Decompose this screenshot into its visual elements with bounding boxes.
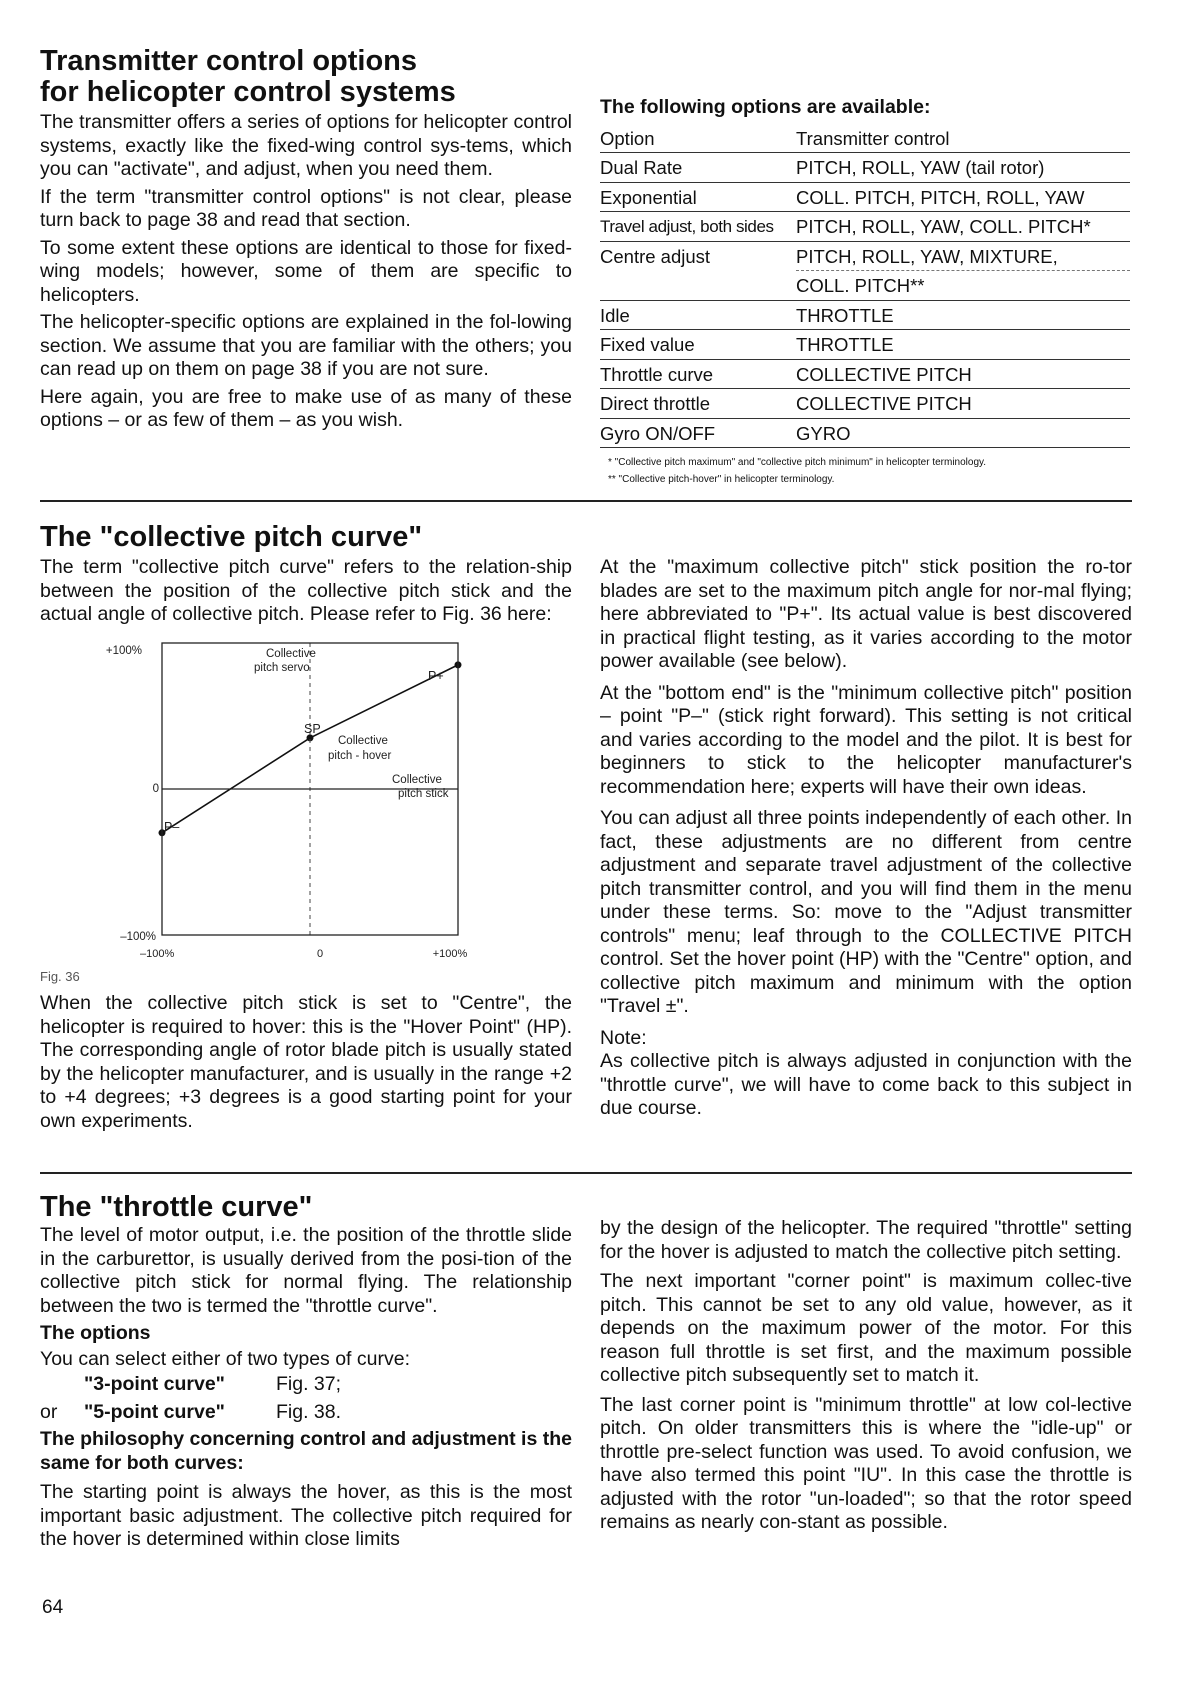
option2-fig: Fig. 38. bbox=[276, 1400, 342, 1423]
section3-right bbox=[600, 1217, 1132, 1539]
table-cell: PITCH, ROLL, YAW, MIXTURE, bbox=[796, 241, 1130, 271]
table-cell: Dual Rate bbox=[600, 153, 796, 183]
table-cell: Gyro ON/OFF bbox=[600, 418, 796, 448]
figure-36 bbox=[40, 635, 572, 965]
section-divider bbox=[40, 1172, 1132, 1174]
point-label-pminus: P– bbox=[164, 819, 180, 834]
label-stick-1: Collective bbox=[392, 773, 442, 786]
table-cell: PITCH, ROLL, YAW, COLL. PITCH* bbox=[796, 212, 1130, 242]
table-cell: Exponential bbox=[600, 182, 796, 212]
options-table-heading: The following options are available: bbox=[600, 96, 931, 118]
section2-paragraph: You can adjust all three points independently of each other. In fact, these adjustments are no different from centre adjustment and separate travel adjustment of the collective pitch transmitter control, and you will find them in the menu under these terms. So: move to the "Adjust transmitter controls" menu; leaf through to the COLLECTIVE PITCH control. Set the hover point (HP) with the "Centre" option, and collective pitch maximum and minimum with the option "Travel ±". bbox=[600, 807, 1132, 1017]
table-row bbox=[600, 241, 1130, 271]
label-servo-1: Collective bbox=[266, 647, 316, 660]
table-row bbox=[600, 300, 1130, 330]
section1-paragraph: Here again, you are free to make use of as many of these options – or as few of them – as you wish. bbox=[40, 385, 572, 431]
options-intro: You can select either of two types of curve: bbox=[40, 1347, 410, 1370]
table-header-option: Option bbox=[600, 124, 796, 153]
point-label-sp: SP bbox=[304, 721, 321, 736]
table-cell: COLL. PITCH** bbox=[796, 271, 1130, 301]
y-tick-zero: 0 bbox=[152, 782, 159, 795]
option1-name: "3-point curve" bbox=[84, 1373, 225, 1395]
label-hover-1: Collective bbox=[338, 734, 388, 747]
table-header-row bbox=[600, 124, 1130, 153]
section-divider bbox=[40, 500, 1132, 502]
section2-left bbox=[40, 520, 572, 1137]
table-row bbox=[600, 182, 1130, 212]
option2-name: "5-point curve" bbox=[84, 1400, 225, 1423]
table-cell: PITCH, ROLL, YAW (tail rotor) bbox=[796, 153, 1130, 183]
section1-title-line1: Transmitter control options bbox=[40, 45, 418, 77]
x-tick-left: –100% bbox=[140, 947, 175, 960]
table-cell: Throttle curve bbox=[600, 359, 796, 389]
options-table bbox=[600, 124, 1130, 449]
option1-fig: Fig. 37; bbox=[276, 1373, 342, 1395]
label-servo-2: pitch servo bbox=[254, 661, 310, 674]
section1-paragraph: The transmitter offers a series of options for helicopter control systems, exactly like the fixed-wing control sys-tems, which you can "activate", and adjust, when you need them. bbox=[40, 111, 572, 180]
section3-paragraph: The starting point is always the hover, as this is the most important basic adjustment. The collective pitch required for the hover is determined within close limits bbox=[40, 1481, 572, 1550]
table-row bbox=[600, 153, 1130, 183]
section3-paragraph: The next important "corner point" is maximum collec-tive pitch. This cannot be set to any old value, however, as it depends on the maximum power of the motor. For this reason full throttle is set first, and the maximum possible collective pitch subsequently set to match it. bbox=[600, 1270, 1132, 1386]
note-label: Note: bbox=[600, 1026, 647, 1049]
table-cell: COLL. PITCH, PITCH, ROLL, YAW bbox=[796, 182, 1130, 212]
section1-title-line2: for helicopter control systems bbox=[40, 76, 456, 108]
table-row bbox=[600, 212, 1130, 242]
x-tick-right: +100% bbox=[432, 947, 468, 960]
section2-title: The "collective pitch curve" bbox=[40, 521, 423, 553]
table-row bbox=[600, 359, 1130, 389]
table-header-control: Transmitter control bbox=[796, 124, 1130, 153]
section2-paragraph: The term "collective pitch curve" refers to the relation-ship between the position of the collective pitch stick and the actual angle of collective pitch. Please refer to Fig. 36 here: bbox=[40, 556, 572, 625]
table-row bbox=[600, 271, 1130, 301]
table-cell: Travel adjust, both sides bbox=[600, 212, 796, 242]
table-cell: Direct throttle bbox=[600, 389, 796, 419]
label-stick-2: pitch stick bbox=[398, 787, 449, 800]
section1-paragraph: If the term "transmitter control options" is not clear, please turn back to page 38 and read that section. bbox=[40, 185, 572, 231]
section1-paragraph: To some extent these options are identical to those for fixed-wing models; however, some of them are specific to helicopters. bbox=[40, 236, 572, 306]
footnote: ** "Collective pitch-hover" in helicopter terminology. bbox=[608, 474, 835, 485]
table-row bbox=[600, 389, 1130, 419]
figure-caption: Fig. 36 bbox=[40, 968, 80, 984]
table-cell: Idle bbox=[600, 300, 796, 330]
section2-paragraph: At the "maximum collective pitch" stick position the ro-tor blades are set to the maximum pitch angle for nor-mal flying; here abbreviated to "P+". Its actual value is best discovered in practical flight testing, as it varies according to the motor power available (see below). bbox=[600, 556, 1132, 672]
table-cell: THROTTLE bbox=[796, 300, 1130, 330]
table-row bbox=[600, 418, 1130, 448]
section2-paragraph: At the "bottom end" is the "minimum collective pitch" position – point "P–" (stick right forward). This setting is not critical and varies according to the model and the pilot. It is best for beginners to stick to the helicopter manufacturer's recommendation here; experts will have their own ideas. bbox=[600, 681, 1132, 798]
table-cell: GYRO bbox=[796, 418, 1130, 448]
table-cell: THROTTLE bbox=[796, 330, 1130, 360]
section3-paragraph: The last corner point is "minimum throttle" at low col-lective pitch. On older transmitters this is where the "idle-up" or throttle pre-select function was used. To avoid confusion, we have also termed this point "IU". In this case the throttle is adjusted with the rotor "un-loaded"; so that the rotor speed remains as nearly con-stant as possible. bbox=[600, 1393, 1132, 1533]
table-cell: COLLECTIVE PITCH bbox=[796, 359, 1130, 389]
section3-title: The "throttle curve" bbox=[40, 1191, 313, 1223]
footnote: * "Collective pitch maximum" and "collective pitch minimum" in helicopter terminology. bbox=[608, 457, 987, 468]
page-number: 64 bbox=[42, 1597, 64, 1618]
option-5-point bbox=[40, 1401, 572, 1425]
collective-pitch-chart bbox=[40, 635, 572, 965]
point-label-pplus: P+ bbox=[428, 668, 444, 683]
label-hover-2: pitch - hover bbox=[328, 749, 392, 762]
section3-left bbox=[40, 1190, 572, 1556]
philosophy-heading: The philosophy concerning control and adjustment is the same for both curves: bbox=[40, 1428, 572, 1474]
section1-paragraph: The helicopter-specific options are explained in the fol-lowing section. We assume that you are familiar with the others; you can read up on them on page 38 if you are not sure. bbox=[40, 311, 572, 380]
y-tick-top: +100% bbox=[105, 644, 142, 657]
table-cell: Centre adjust bbox=[600, 245, 711, 267]
section3-paragraph: The level of motor output, i.e. the position of the throttle slide in the carburettor, is usually derived from the posi-tion of the collective pitch stick for normal flying. The relationship between the two is termed the "throttle curve". bbox=[40, 1224, 572, 1317]
section2-paragraph: When the collective pitch stick is set to "Centre", the helicopter is required to hover: this is the "Hover Point" (HP). The corresponding angle of rotor blade pitch is usually stated by the helicopter manufacturer, and is usually in the range +2 to +4 degrees; +3 degrees is a good starting point for your own experiments. bbox=[40, 992, 572, 1132]
x-tick-zero: 0 bbox=[316, 947, 324, 960]
section3-paragraph: by the design of the helicopter. The required "throttle" setting for the hover is adjusted to match the collective pitch setting. bbox=[600, 1217, 1132, 1263]
section1-left bbox=[40, 46, 572, 437]
table-cell bbox=[600, 271, 796, 301]
table-cell: COLLECTIVE PITCH bbox=[796, 389, 1130, 419]
note-text: As collective pitch is always adjusted in conjunction with the "throttle curve", we will have to come back to this subject in due course. bbox=[600, 1050, 1132, 1119]
options-table-block bbox=[600, 96, 1132, 490]
options-heading: The options bbox=[40, 1322, 151, 1344]
option2-lead: or bbox=[40, 1400, 58, 1423]
table-cell: Fixed value bbox=[600, 330, 796, 360]
option-3-point bbox=[40, 1373, 572, 1397]
section2-right bbox=[600, 556, 1132, 1125]
table-row bbox=[600, 330, 1130, 360]
y-tick-bottom: –100% bbox=[120, 930, 156, 943]
